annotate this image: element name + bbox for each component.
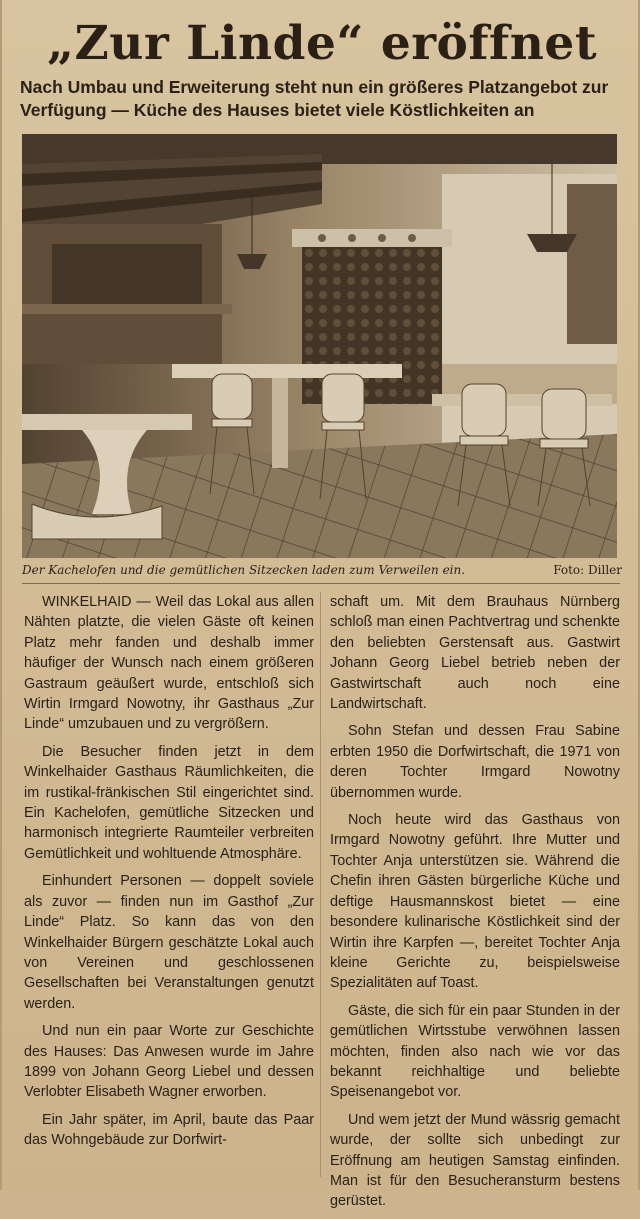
paragraph: Gäste, die sich für ein paar Stunden in der gemütlichen Wirtsstube verwöhnen lassen möchten, finden also nach wie vor das bekannt reichhaltige und beliebte Speisenangebot vor. (330, 1002, 620, 1101)
paragraph: WINKELHAID — Weil das Lokal aus allen Nähten platzte, die vielen Gäste oft keinen Platz mehr fanden und deshalb immer häufiger der Wunsch nach einem größeren Gastraum geäußert wurde, entschloß sich Wirtin Irmgard Nowotny, ihr Gasthaus „Zur Linde“ umzubauen und zu vergrößern. (24, 594, 314, 733)
photo-credit: Foto: Diller (553, 563, 622, 577)
restaurant-interior-photo (22, 134, 617, 558)
paragraph: Und wem jetzt der Mund wässrig gemacht wurde, der sollte sich unbedingt zur Eröffnung am heutigen Samstag einfinden. Man ist für den Besucheransturm bestens gerüstet. (330, 1111, 620, 1210)
paragraph: Ein Jahr später, im April, baute das Paar das Wohngebäude zur Dorfwirt- (24, 1111, 314, 1149)
paragraph: Die Besucher finden jetzt in dem Winkelhaider Gasthaus Räumlichkeiten, die im rustikal-fränkischen Stil eingerichtet sind. Ein Kachelofen, gemütliche Sitzecken und harmonisch integrierte Raumteiler verbreiten Gemütlichkeit und wohltuende Atmosphäre. (24, 743, 314, 862)
article-column-right (330, 592, 620, 1219)
column-divider (320, 592, 321, 1177)
subheadline: Nach Umbau und Erweiterung steht nun ein größeres Platzangebot zur Verfügung — Küche des Hauses bietet viele Köstlichkeiten an (20, 77, 609, 120)
paragraph: schaft um. Mit dem Brauhaus Nürnberg schloß man einen Pachtvertrag und schenkte den beliebten Gerstensaft aus. Gastwirt Johann Georg Liebel betrieb neben der Gastwirtschaft auch noch eine Landwirtschaft. (330, 594, 620, 713)
article-column-left (24, 592, 314, 1158)
photo-illustration (22, 134, 617, 558)
photo-caption: Der Kachelofen und die gemütlichen Sitzecken laden zum Verweilen ein. (22, 563, 466, 577)
paragraph: Und nun ein paar Worte zur Geschichte des Hauses: Das Anwesen wurde im Jahre 1899 von Johann Georg Liebel und dessen Verlobter Elisabeth Wagner erworben. (24, 1023, 314, 1101)
headline: „Zur Linde“ eröffnet (46, 16, 598, 71)
paragraph: Einhundert Personen — doppelt soviele als zuvor — finden nun im Gasthof „Zur Linde“ Platz. So kann das von den Winkelhaider Bürgern geschätzte Lokal auch von Vereinen und geschlossenen Gesellschaften bei Veranstaltungen genutzt werden. (24, 873, 314, 1012)
paragraph: Sohn Stefan und dessen Frau Sabine erbten 1950 die Dorfwirtschaft, die 1971 von deren Tochter Irmgard Nowotny übernommen wurde. (330, 723, 620, 801)
paragraph: Noch heute wird das Gasthaus von Irmgard Nowotny geführt. Ihre Mutter und Tochter Anja unterstützen sie. Während die Chefin ihren Gästen bürgerliche Küche und deftige Hausmannskost bietet — eine besondere kulinarische Köstlichkeit sind der Wirtin ihre Karpfen —, bereitet Tochter Anja kleine Gerichte zu, beispielsweise Spezialitäten auf Toast. (330, 812, 620, 992)
caption-divider (22, 583, 620, 584)
photo-caption-row (22, 561, 622, 579)
